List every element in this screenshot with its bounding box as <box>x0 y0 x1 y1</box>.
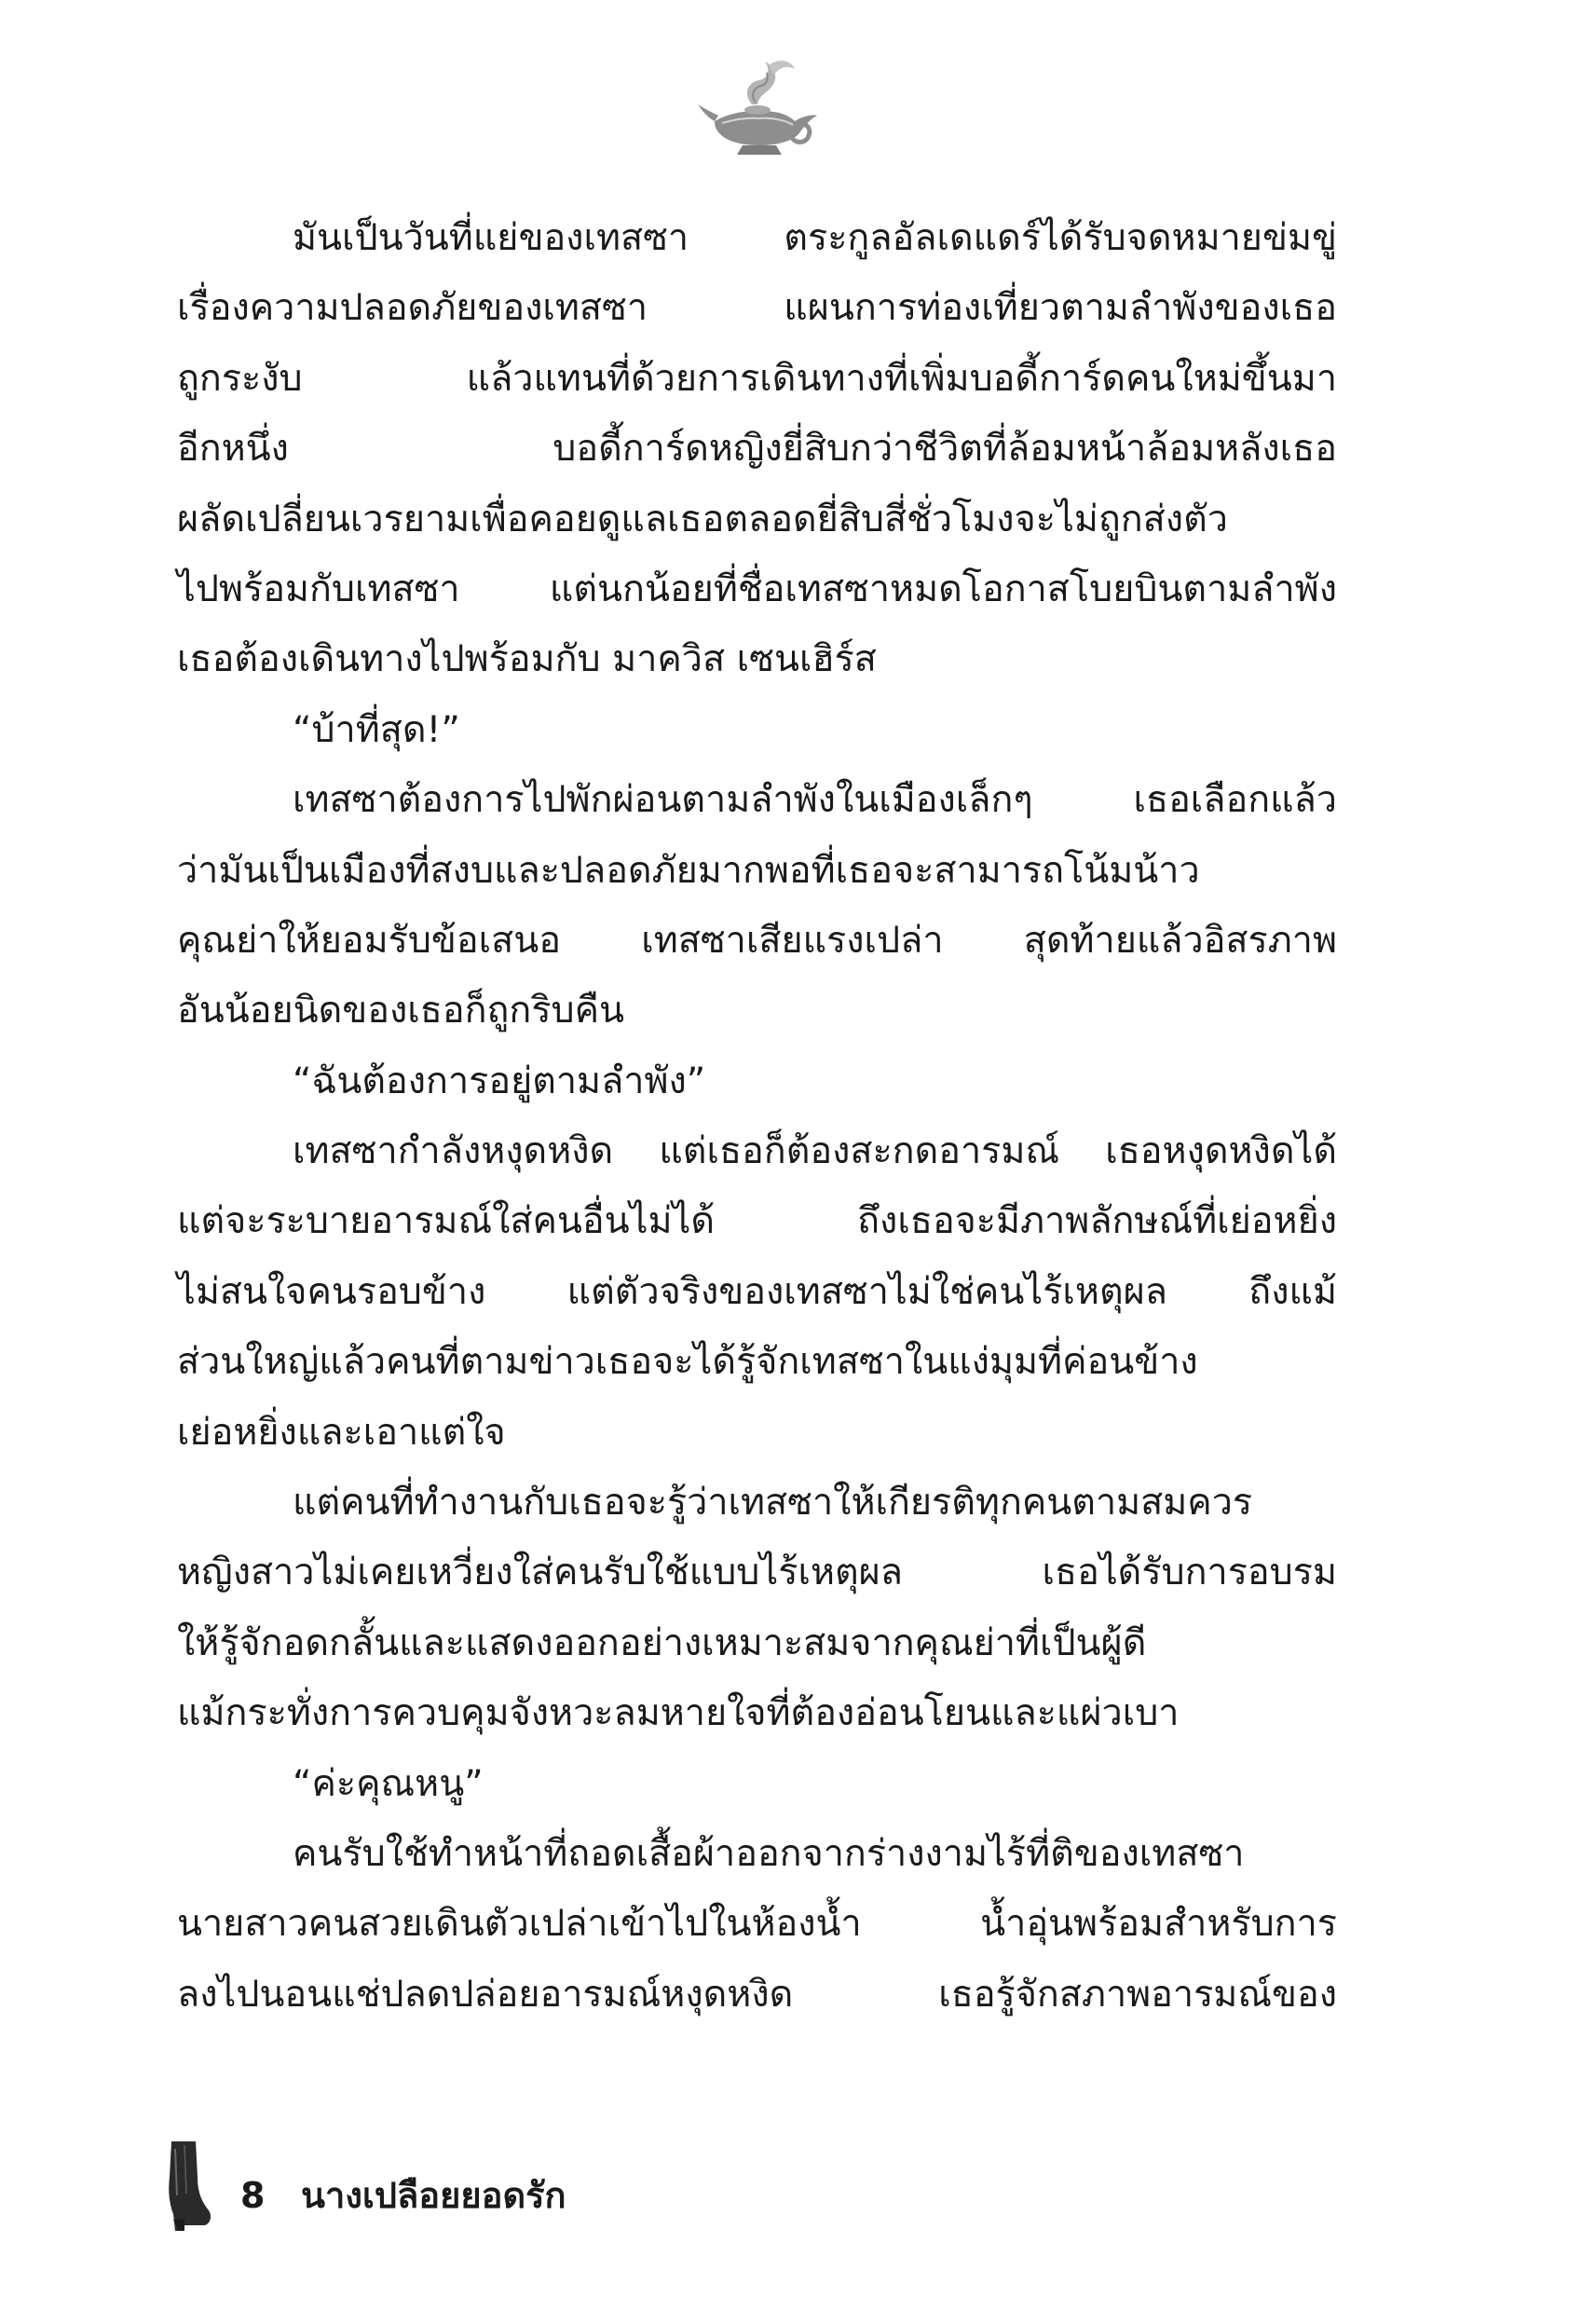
text-line: อันน้อยนิดของเธอก็ถูกริบคืน <box>177 989 625 1032</box>
text-line: คุณย่าให้ยอมรับข้อเสนอ เทสซาเสียแรงเปล่า สุดท้ายแล้วอิสรภาพ <box>177 918 1337 962</box>
text-line: คนรับใช้ทำหน้าที่ถอดเสื้อผ้าออกจากร่างงามไร้ที่ติของเทสซา <box>293 1831 1245 1875</box>
page-number: 8 <box>240 2175 266 2216</box>
text-line: มันเป็นวันที่แย่ของเทสซา ตระกูลอัลเดแดร์ได้รับจดหมายข่มขู่ <box>293 216 1337 259</box>
text-line: แต่คนที่ทำงานกับเธอจะรู้ว่าเทสซาให้เกียรติทุกคนตามสมควร <box>293 1481 1253 1525</box>
text-line: “บ้าที่สุด!” <box>293 707 460 751</box>
body-text <box>177 203 1337 2030</box>
text-line: ไปพร้อมกับเทสซา แต่นกน้อยที่ชื่อเทสซาหมดโอกาสโบยบินตามลำพัง <box>177 567 1337 610</box>
book-title: นางเปลือยยอดรัก <box>301 2175 566 2216</box>
text-line: ลงไปนอนแช่ปลดปล่อยอารมณ์หงุดหงิด เธอรู้จักสภาพอารมณ์ของ <box>177 1972 1337 2016</box>
text-line: เทสซากำลังหงุดหงิด แต่เธอก็ต้องสะกดอารมณ์ เธอหงุดหงิดได้ <box>293 1129 1337 1173</box>
text-line: ส่วนใหญ่แล้วคนที่ตามข่าวเธอจะได้รู้จักเทสซาในแง่มุมที่ค่อนข้าง <box>177 1340 1198 1384</box>
text-line: เทสซาต้องการไปพักผ่อนตามลำพังในเมืองเล็กๆ เธอเลือกแล้ว <box>293 778 1337 822</box>
text-line: “ค่ะคุณหนู” <box>293 1761 484 1805</box>
text-line: ไม่สนใจคนรอบข้าง แต่ตัวจริงของเทสซาไม่ใช่คนไร้เหตุผล ถึงแม้ <box>177 1269 1337 1313</box>
page-footer <box>158 2140 717 2233</box>
text-line: เธอต้องเดินทางไปพร้อมกับ มาควิส เซนเฮิร์ส <box>177 637 877 681</box>
text-line: อีกหนึ่ง บอดี้การ์ดหญิงยี่สิบกว่าชีวิตที่ล้อมหน้าล้อมหลังเธอ <box>177 427 1337 471</box>
text-line: ว่ามันเป็นเมืองที่สงบและปลอดภัยมากพอที่เธอจะสามารถโน้มน้าว <box>177 848 1200 892</box>
boot-icon <box>158 2140 212 2233</box>
text-line: เรื่องความปลอดภัยของเทสซา แผนการท่องเที่ยวตามลำพังของเธอ <box>177 286 1337 330</box>
text-line: นายสาวคนสวยเดินตัวเปล่าเข้าไปในห้องน้ำ น้ำอุ่นพร้อมสำหรับการ <box>177 1902 1337 1946</box>
text-line: แม้กระทั่งการควบคุมจังหวะลมหายใจที่ต้องอ่อนโยนและแผ่วเบา <box>177 1691 1180 1735</box>
text-line: ถูกระงับ แล้วแทนที่ด้วยการเดินทางที่เพิ่มบอดี้การ์ดคนใหม่ขึ้นมา <box>177 356 1337 400</box>
text-line: หญิงสาวไม่เคยเหวี่ยงใส่คนรับใช้แบบไร้เหตุผล เธอได้รับการอบรม <box>177 1551 1337 1594</box>
text-line: “ฉันต้องการอยู่ตามลำพัง” <box>293 1059 706 1102</box>
text-line: ให้รู้จักอดกลั้นและแสดงออกอย่างเหมาะสมจากคุณย่าที่เป็นผู้ดี <box>177 1620 1147 1664</box>
text-line: ผลัดเปลี่ยนเวรยามเพื่อคอยดูแลเธอตลอดยี่สิบสี่ชั่วโมงจะไม่ถูกส่งตัว <box>177 497 1228 540</box>
text-line: แต่จะระบายอารมณ์ใส่คนอื่นไม่ได้ ถึงเธอจะมีภาพลักษณ์ที่เย่อหยิ่ง <box>177 1199 1337 1243</box>
text-line: เย่อหยิ่งและเอาแต่ใจ <box>177 1410 506 1454</box>
genie-lamp-icon <box>694 48 825 160</box>
